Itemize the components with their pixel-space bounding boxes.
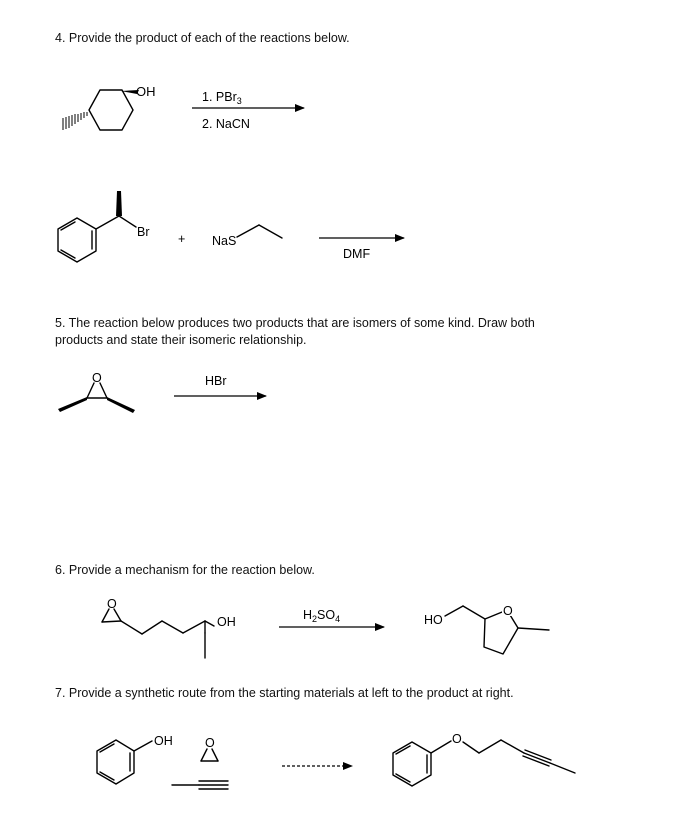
- methylcyclohexanol-structure: [63, 84, 156, 130]
- reagent-h2so4: $H_2SO_4$: [303, 608, 341, 624]
- target-ether-structure: [393, 732, 575, 786]
- plus-sign: +: [178, 232, 186, 246]
- propyne-structure: [172, 781, 228, 789]
- reagent-nacn: 2. NaCN: [202, 117, 250, 131]
- hashed-wedge: [63, 112, 87, 130]
- reagent-pbr3: 1. PBr$_3$: [202, 90, 242, 106]
- label-o: O: [92, 371, 102, 385]
- question-6-prompt: 6. Provide a mechanism for the reaction below.: [55, 563, 315, 577]
- label-oh: OH: [136, 84, 156, 99]
- reagent-hbr: HBr: [205, 374, 227, 388]
- question-4-prompt: 4. Provide the product of each of the reactions below.: [55, 31, 350, 45]
- reaction-4b: [58, 191, 404, 262]
- label-o: O: [107, 597, 117, 611]
- bromo-phenylpropane-structure: [58, 191, 150, 262]
- question-5-prompt: 5. The reaction below produces two products that are isomers of some kind. Draw both products and state their isomeric relationship.: [55, 316, 535, 347]
- label-br: Br: [137, 225, 150, 239]
- epoxide-structure: [58, 371, 135, 413]
- reaction-6: [102, 597, 549, 658]
- ethylene-oxide-structure: [201, 736, 218, 761]
- reaction-5: [58, 371, 266, 413]
- label-nas: NaS: [212, 234, 237, 248]
- benzyl-alcohol-structure: [97, 734, 173, 784]
- label-ho: HO: [424, 613, 443, 627]
- reaction-4a: [63, 84, 304, 131]
- reaction-7: [97, 732, 575, 789]
- solvent-dmf: DMF: [343, 247, 371, 261]
- label-oh: OH: [217, 615, 236, 629]
- tetrahydrofuran-product-structure: [424, 604, 549, 654]
- sodium-ethanethiolate-structure: [212, 225, 282, 248]
- question-7-prompt: 7. Provide a synthetic route from the starting materials at left to the product at right.: [55, 686, 514, 700]
- epoxy-alcohol-structure: [102, 597, 236, 658]
- label-o: O: [205, 736, 215, 750]
- label-oh: OH: [154, 734, 173, 748]
- label-ring-o: O: [503, 604, 513, 618]
- label-product-o: O: [452, 732, 462, 746]
